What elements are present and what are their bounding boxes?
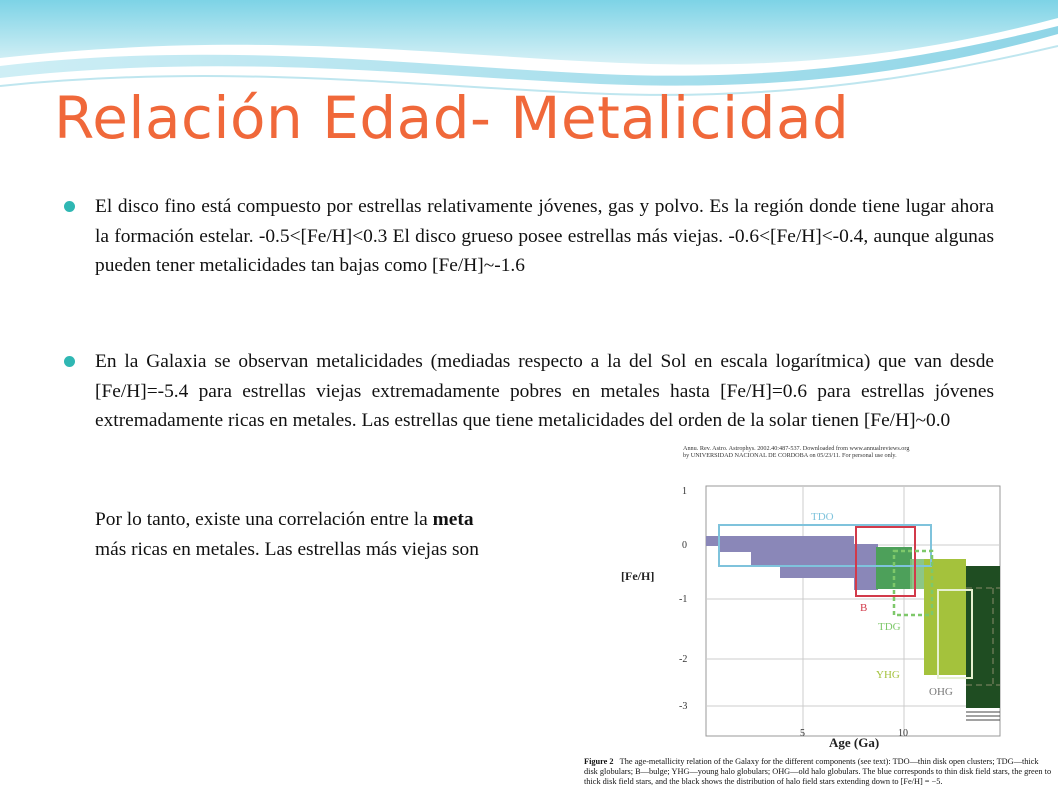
figure-caption bbox=[584, 757, 1054, 788]
label-tdo: TDO bbox=[811, 511, 834, 523]
y-tick-label: -3 bbox=[679, 701, 688, 712]
y-tick-label: 1 bbox=[682, 486, 687, 497]
bullet-dot-icon bbox=[64, 201, 75, 212]
bullet-text: En la Galaxia se observan metalicidades (mediadas respecto a la del Sol en escala logarítmica) que van desde [Fe/H]=-5.4 para estrellas viejas extremadamente pobres en metales hasta [Fe/H]=0.6 para estrellas jóvenes extremadamente ricas en metales. Las estrellas que tiene metalicidades del orden de la solar tienen [Fe/H]~0.0 bbox=[95, 351, 994, 431]
x-tick-label: 5 bbox=[800, 728, 805, 739]
y-tick-label: -2 bbox=[679, 654, 688, 665]
bullet-bold-text: meta bbox=[432, 509, 474, 530]
figure-citation: Annu. Rev. Astro. Astrophys. 2002.40:487-537. Downloaded from www.annualreviews.org by UNIVERSIDAD NACIONAL DE CORDOBA on 05/23/11. For personal use only. bbox=[683, 445, 910, 459]
bullet-text-line2: más ricas en metales. Las estrellas más viejas son bbox=[95, 538, 479, 560]
bullet-item bbox=[95, 505, 565, 564]
slide-title: Relación Edad- Metalicidad bbox=[54, 84, 850, 152]
x-axis-label: Age (Ga) bbox=[829, 735, 880, 750]
bullet-dot-icon bbox=[64, 356, 75, 367]
label-b: B bbox=[860, 602, 868, 614]
age-metallicity-plot bbox=[566, 440, 1058, 755]
bullet-item bbox=[95, 347, 994, 436]
caption-label: Figure 2 bbox=[584, 757, 614, 766]
label-yhg: YHG bbox=[876, 669, 900, 681]
bullet-text: Por lo tanto, existe una correlación entre la bbox=[95, 509, 433, 530]
yhg-region bbox=[924, 559, 966, 675]
label-tdg: TDG bbox=[878, 621, 901, 633]
y-axis-label: [Fe/H] bbox=[621, 569, 655, 583]
y-tick-label: 0 bbox=[682, 540, 687, 551]
age-metallicity-figure bbox=[566, 440, 1058, 793]
label-ohg: OHG bbox=[929, 686, 953, 698]
bullet-item bbox=[95, 192, 994, 281]
thin-disk-region bbox=[706, 536, 878, 590]
y-tick-label: -1 bbox=[679, 594, 688, 605]
x-tick-label: 10 bbox=[898, 728, 908, 739]
thick-disk-region bbox=[876, 547, 912, 589]
caption-text: The age-metallicity relation of the Galaxy for the different components (see text): TDO—thin disk open clusters; TDG—thick disk globulars; B—bulge; YHG—young halo globulars; OHG—old halo globulars. The blue corresponds to thin disk field stars, the green to thick disk field stars, and the black shows the distribution of halo field stars extending down to [Fe/H] = −5. bbox=[584, 757, 1052, 787]
bullet-text: El disco fino está compuesto por estrellas relativamente jóvenes, gas y polvo. Es la región donde tiene lugar ahora la formación estelar. -0.5<[Fe/H]<0.3 El disco grueso posee estrellas más viejas. -0.6<[Fe/H]<-0.4, aunque algunas pueden tener metalicidades tan bajas como [Fe/H]~-1.6 bbox=[95, 196, 994, 276]
